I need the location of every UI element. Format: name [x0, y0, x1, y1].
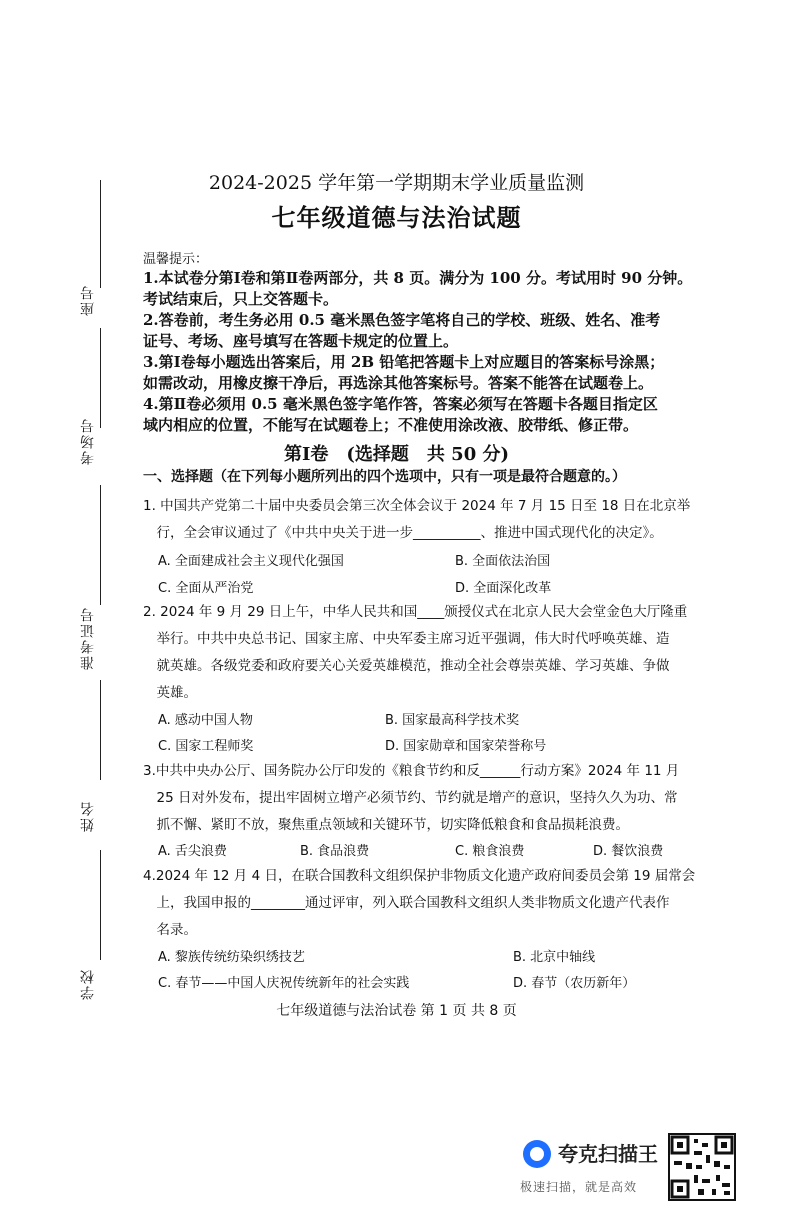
- option-a: A. 全面建成社会主义现代化强国: [158, 554, 344, 569]
- margin-line: [100, 850, 101, 960]
- question-line: 1. 中国共产党第二十届中央委员会第三次全体会议于 2024 年 7 月 15 日至 18 日在北京举: [143, 498, 691, 514]
- option-d: D. 春节（农历新年）: [513, 976, 636, 991]
- option-b: B. 全面依法治国: [455, 554, 551, 569]
- option-d: D. 全面深化改革: [455, 581, 552, 596]
- option-b: B. 北京中轴线: [513, 950, 596, 965]
- margin-line: [100, 485, 101, 605]
- qr-code-icon: [668, 1133, 736, 1201]
- part-title: 一、选择题（在下列每小题所列出的四个选项中，只有一项是最符合题意的。）: [143, 469, 626, 485]
- scanner-logo-icon: [523, 1140, 551, 1168]
- question-line: 3.中共中央办公厅、国务院办公厅印发的《粮食节约和反______行动方案》2024 年 11 月: [143, 763, 680, 779]
- question-line: 举行。中共中央总书记、国家主席、中央军委主席习近平强调，伟大时代呼唤英雄、造: [143, 631, 670, 647]
- notice-line: 4.第Ⅱ卷必须用 0.5 毫米黑色签字笔作答，答案必须写在答题卡各题目指定区: [143, 395, 658, 413]
- notice-line: 2.答卷前，考生务必用 0.5 毫米黑色签字笔将自己的学校、班级、姓名、准考: [143, 311, 661, 329]
- question-line: 行，全会审议通过了《中共中央关于进一步__________、推进中国式现代化的决定》。: [143, 525, 663, 541]
- option-c: C. 全面从严治党: [158, 581, 254, 596]
- option-a: A. 感动中国人物: [158, 713, 253, 728]
- question-line: 抓不懈、紧盯不放，聚焦重点领域和关键环节，切实降低粮食和食品损耗浪费。: [143, 817, 629, 833]
- exam-title: 2024-2025 学年第一学期期末学业质量监测: [208, 172, 585, 194]
- notice-line: 3.第Ⅰ卷每小题选出答案后，用 2B 铅笔把答题卡上对应题目的答案标号涂黑；: [143, 353, 665, 371]
- notice-line: 域内相应的位置，不能写在试题卷上；不准使用涂改液、胶带纸、修正带。: [143, 416, 639, 434]
- question-line: 4.2024 年 12 月 4 日，在联合国教科文组织保护非物质文化遗产政府间委员会第 19 届常会: [143, 868, 696, 884]
- school-label: 学校: [80, 968, 96, 1000]
- question-line: 2. 2024 年 9 月 29 日上午，中华人民共和国____颁授仪式在北京人民大会堂金色大厅隆重: [143, 604, 688, 620]
- question-line: 名录。: [143, 922, 197, 938]
- notice-line: 考试结束后，只上交答题卡。: [143, 290, 339, 308]
- admission-number-label: 准考证号: [80, 606, 96, 670]
- page-footer: 七年级道德与法治试卷 第 1 页 共 8 页: [276, 1003, 517, 1019]
- margin-line: [100, 328, 101, 428]
- seat-number-label: 座号: [80, 284, 96, 316]
- margin-line: [100, 680, 101, 780]
- question-line: 上，我国申报的________通过评审，列入联合国教科文组织人类非物质文化遗产代表作: [143, 895, 670, 911]
- option-b: B. 食品浪费: [300, 844, 370, 859]
- notice-heading: 温馨提示：: [143, 252, 209, 267]
- section-title: 第Ⅰ卷 (选择题 共 50 分): [283, 444, 510, 465]
- option-c: C. 春节——中国人庆祝传统新年的社会实践: [158, 976, 410, 991]
- option-c: C. 国家工程师奖: [158, 739, 254, 754]
- option-c: C. 粮食浪费: [455, 844, 525, 859]
- margin-line: [100, 180, 101, 288]
- name-label: 姓名: [80, 800, 96, 832]
- notice-line: 证号、考场、座号填写在答题卡规定的位置上。: [143, 332, 459, 350]
- question-line: 就英雄。各级党委和政府要关心关爱英雄模范，推动全社会尊崇英雄、学习英雄、争做: [143, 658, 670, 674]
- option-b: B. 国家最高科学技术奖: [385, 713, 520, 728]
- notice-line: 如需改动，用橡皮擦干净后，再选涂其他答案标号。答案不能答在试题卷上。: [143, 374, 654, 392]
- question-line: 英雄。: [143, 685, 197, 701]
- option-d: D. 国家勋章和国家荣誉称号: [385, 739, 547, 754]
- option-a: A. 舌尖浪费: [158, 844, 227, 859]
- option-d: D. 餐饮浪费: [593, 844, 664, 859]
- exam-room-label: 考场号: [80, 417, 96, 465]
- scanner-brand: 夸克扫描王: [558, 1142, 658, 1166]
- question-line: 25 日对外发布，提出牢固树立增产必须节约、节约就是增产的意识，坚持久久为功、常: [143, 790, 678, 806]
- option-a: A. 黎族传统纺染织绣技艺: [158, 950, 305, 965]
- exam-subtitle: 七年级道德与法治试题: [271, 203, 522, 232]
- scanner-slogan: 极速扫描，就是高效: [520, 1180, 638, 1194]
- notice-line: 1.本试卷分第Ⅰ卷和第Ⅱ卷两部分，共 8 页。满分为 100 分。考试用时 90 分钟。: [143, 269, 693, 287]
